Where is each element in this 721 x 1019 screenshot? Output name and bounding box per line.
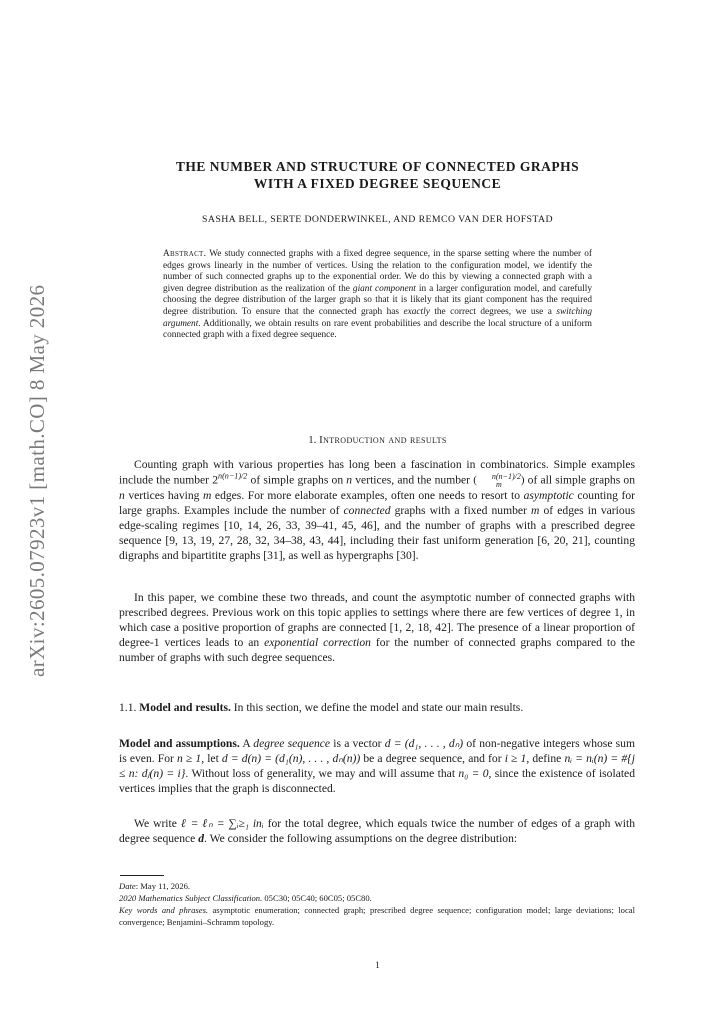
p1-text-8: graphs with a fixed number: [390, 503, 532, 517]
p4-math-5: nᵢ = nᵢ(n) = #{j ≤ n: dⱼ(n) = i}: [119, 751, 635, 780]
p4-math-2: n ≥ 1: [176, 751, 202, 765]
p2-text-2: for the number of connected graphs compared to the number of graphs with such degree sequences.: [119, 635, 635, 664]
paragraph-2: [119, 591, 635, 666]
p1-text-9: of edges in various edge-scaling regimes [10, 14, 26, 33, 39–41, 45, 46], and the number of graphs with a prescribed degree sequence [9, 13, 19, 27, 28, 32, 34–38, 43, 44], including their fast uniform generation [6, 20, 21], counting digraphs and bipartitite graphs [31], as well as hypergraphs [30].: [119, 503, 635, 562]
footnote-msc: 2020 Mathematics Subject Classification. 05C30; 05C40; 60C05; 05C80.: [119, 893, 372, 903]
abstract-text-2: in a larger configuration model, and carefully choosing the degree distribution of the larger graph so that it is likely that its giant component has the required degree distribution. To ensure that the connected graph has: [163, 283, 592, 317]
arxiv-stamp: arXiv:2605.07923v1 [math.CO] 8 May 2026: [25, 284, 49, 677]
abstract-text-4: . Additionally, we obtain results on rare event probabilities and describe the local structure of a uniform connected graph with a fixed degree sequence.: [163, 318, 592, 341]
p4-text-5: be a degree sequence, and for: [360, 751, 505, 765]
abstract-emph-2: exactly: [403, 306, 430, 317]
p4-math-4: i ≥ 1: [504, 751, 527, 765]
p1-binom-top: n(n−1)/2: [491, 471, 521, 481]
p4-heading: Model and assumptions.: [119, 737, 240, 750]
p1-text-2: of simple graphs on: [247, 473, 347, 487]
section-title: Introduction and results: [319, 434, 447, 446]
p4-text-2: is a vector: [330, 737, 385, 750]
p1-var-m2: m: [531, 503, 540, 517]
subsection-number: 1.1.: [119, 701, 137, 714]
title-line-2: WITH A FIXED DEGREE SEQUENCE: [253, 176, 502, 191]
p5-math-1: ℓ = ℓₙ = ∑ᵢ≥₁ inᵢ: [180, 817, 264, 830]
p4-math-1: d = (d₁, . . . , dₙ): [384, 737, 464, 750]
abstract-text-3: the correct degrees, we use a: [429, 306, 557, 317]
p1-text-7: counting for large graphs. Examples include the number of: [119, 488, 635, 517]
paper-title: [120, 158, 635, 192]
abstract-text-1: We study connected graphs with a fixed degree sequence, in the sparse setting where the number of edges grows linearly in the number of vertices. Using the relation to the configuration model, we identify the number of such connected graphs up to the exponential order. We do this by viewing a connected graph with a given degree distribution as the realization of the: [163, 249, 592, 294]
p5-text-2: for the total degree, which equals twice the number of edges of a graph with degree sequence: [119, 817, 636, 845]
p1-emph-1: asymptotic: [523, 488, 574, 502]
p1-binomial: ( n(n−1)/2 m ): [473, 471, 525, 489]
p1-text-6: edges. For more elaborate examples, often one needs to resort to: [211, 488, 524, 502]
subsection-title: Model and results.: [139, 701, 231, 714]
p1-text-5: vertices having: [124, 488, 204, 502]
p2-emph-1: exponential correction: [264, 635, 371, 649]
p1-text-3: vertices, and the number: [352, 473, 474, 487]
p1-var-m1: m: [203, 488, 212, 502]
p1-text-1: Counting graph with various properties has long been a fascination in combinatorics. Simple examples include the number 2: [119, 458, 635, 487]
subsection-text: In this section, we define the model and state our main results.: [230, 701, 524, 714]
p4-text-8: , since the existence of isolated vertices implies that the graph is disconnected.: [119, 766, 635, 795]
section-heading: [120, 434, 635, 446]
p5-math-2: d: [198, 831, 204, 845]
paragraph-model: [119, 737, 635, 797]
abstract-emph-1: giant component: [352, 283, 416, 294]
p1-text-4: of all simple graphs on: [524, 473, 636, 487]
authors: SASHA BELL, SERTE DONDERWINKEL, AND REMCO VAN DER HOFSTAD: [202, 214, 553, 225]
p4-math-3: d = d(n) = (d₁(n), . . . , dₙ(n)): [221, 751, 361, 765]
p1-binom-bottom: m: [495, 479, 502, 489]
title-line-1: THE NUMBER AND STRUCTURE OF CONNECTED GRAPHS: [175, 159, 580, 174]
p4-text-4: , let: [201, 751, 222, 765]
p1-sup: n(n−1)/2: [218, 471, 248, 481]
p4-text-6: , define: [526, 751, 565, 765]
subsection-heading: [119, 701, 635, 716]
p4-text-7: . Without loss of generality, we may and will assume that: [185, 766, 459, 780]
p5-text-3: . We consider the following assumptions on the degree distribution:: [203, 831, 518, 845]
p4-text-3: of non-negative integers whose sum is even. For: [119, 737, 635, 765]
paragraph-total-degree: [119, 817, 635, 847]
p4-emph-1: degree sequence: [253, 737, 331, 750]
page-number: 1: [375, 960, 380, 970]
abstract: [163, 249, 592, 342]
footnote-date: Date: May 11, 2026.: [119, 881, 191, 891]
p1-var-n2: n: [119, 488, 125, 502]
p1-emph-2: connected: [343, 503, 391, 517]
footnote-divider: [120, 875, 164, 876]
abstract-emph-3: switching argument: [163, 306, 592, 329]
footnote-keywords: Key words and phrases. asymptotic enumeration; connected graph; prescribed degree sequence; configuration model; large deviations; local convergence; Benjamini–Schramm topology.: [119, 905, 635, 927]
footnotes: [119, 880, 635, 928]
paragraph-1: [119, 458, 635, 563]
p5-text-1: We write: [134, 817, 181, 830]
p2-text-1: In this paper, we combine these two threads, and count the asymptotic number of connected graphs with prescribed degrees. Previous work on this topic applies to settings where there are few vertices of degree 1, in which case a positive proportion of graphs are connected [1, 2, 18, 42]. The presence of a linear proportion of degree-1 vertices leads to an: [119, 591, 635, 649]
section-number: 1.: [308, 434, 317, 446]
abstract-label: Abstract.: [163, 249, 207, 259]
p4-text-1: A: [239, 737, 254, 750]
p1-var-n1: n: [346, 473, 353, 487]
p4-math-6: n₀ = 0: [458, 766, 489, 780]
